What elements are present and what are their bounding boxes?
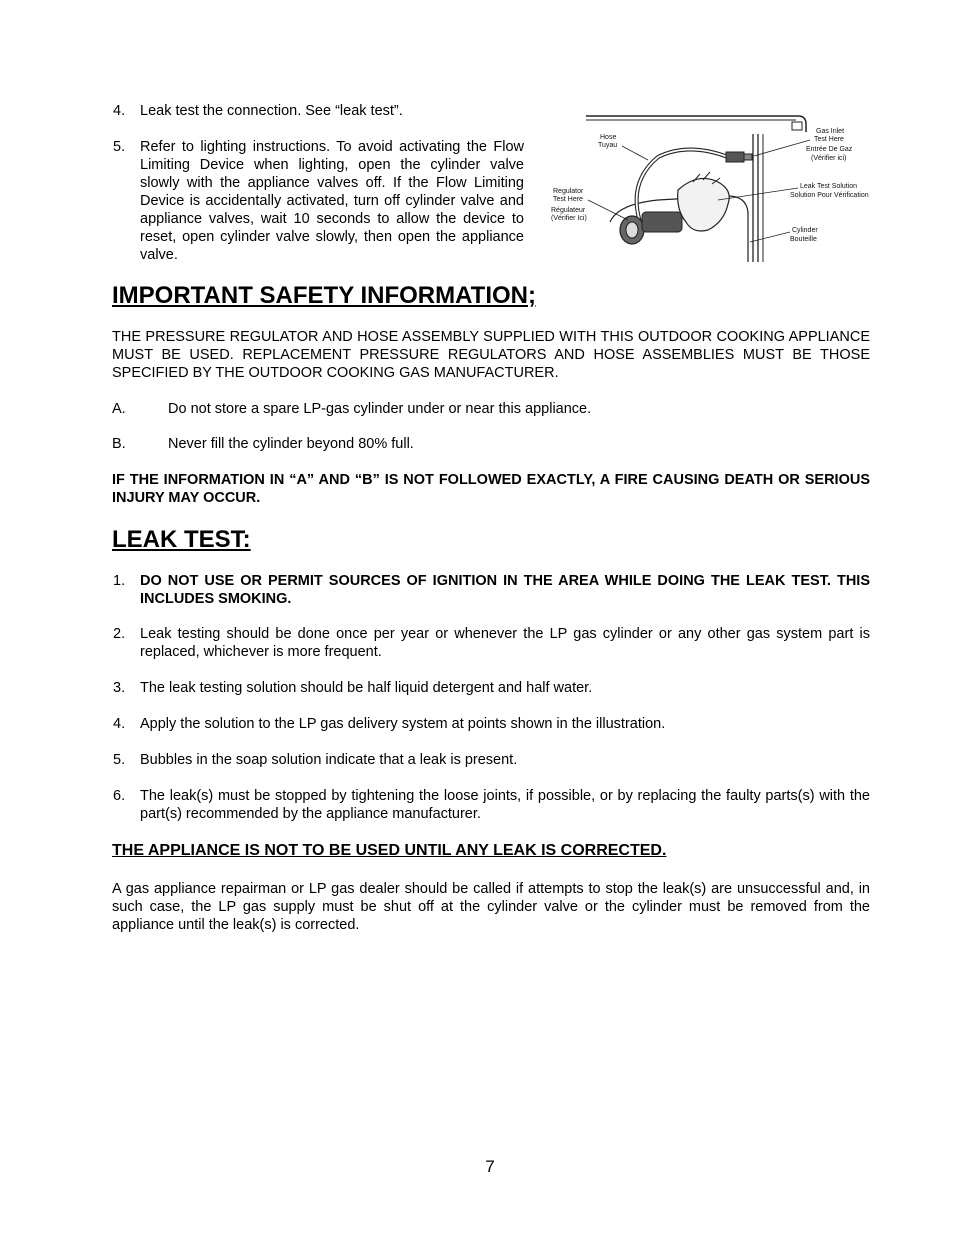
step-text: DO NOT USE OR PERMIT SOURCES OF IGNITION IN THE AREA WHILE DOING THE LEAK TEST. THIS INCLUDES SMOKING. xyxy=(140,573,870,607)
closing-paragraph: A gas appliance repairman or LP gas dealer should be called if attempts to stop the leak(s) are unsuccessful and, in such case, the LP gas supply must be shut off at the cylinder valve or the cylinder must be removed from the appliance until the leak(s) is corrected. xyxy=(112,881,870,933)
label-regulator-fr-check: (Vérifier Ici) xyxy=(551,215,587,222)
item-letter: A. xyxy=(112,401,126,417)
step-text: Apply the solution to the LP gas delivery system at points shown in the illustration. xyxy=(140,716,666,732)
label-gas-inlet-fr-check: (Vérifier ici) xyxy=(811,155,847,162)
item-letter: B. xyxy=(112,436,126,452)
step-number: 4. xyxy=(113,103,126,119)
label-cylinder: Cylinder xyxy=(792,227,818,234)
step-text: Leak test the connection. See “leak test”. xyxy=(140,103,403,119)
leak-notice: THE APPLIANCE IS NOT TO BE USED UNTIL ANY LEAK IS CORRECTED. xyxy=(112,842,667,859)
step-text: The leak testing solution should be half liquid detergent and half water. xyxy=(140,680,593,696)
step-number: 5. xyxy=(113,139,126,155)
safety-warning: IF THE INFORMATION IN “A” AND “B” IS NOT FOLLOWED EXACTLY, A FIRE CAUSING DEATH OR SERIOUS INJURY MAY OCCUR. xyxy=(112,472,870,506)
label-hose-fr: Tuyau xyxy=(598,142,618,149)
label-gas-inlet: Gas Inlet xyxy=(816,128,845,135)
label-hose: Hose xyxy=(600,134,617,141)
label-regulator-test: Test Here xyxy=(553,196,583,203)
step-text: The leak(s) must be stopped by tightening the loose joints, if possible, or by replacing the faulty parts(s) with the part(s) recommended by the appliance manufacturer. xyxy=(140,788,870,822)
step-number: 4. xyxy=(113,716,126,732)
item-text: Do not store a spare LP-gas cylinder under or near this appliance. xyxy=(168,401,592,417)
step-number: 3. xyxy=(113,680,126,696)
safety-intro: THE PRESSURE REGULATOR AND HOSE ASSEMBLY SUPPLIED WITH THIS OUTDOOR COOKING APPLIANCE MUST BE USED. REPLACEMENT PRESSURE REGULATORS AND HOSE ASSEMBLIES MUST BE THOSE SPECIFIED BY THE OUTDOOR COOKING GAS MANUFACTURER. xyxy=(112,329,870,381)
page-number: 7 xyxy=(485,1157,495,1176)
step-text: Bubbles in the soap solution indicate that a leak is present. xyxy=(140,752,518,768)
leak-test-heading: LEAK TEST: xyxy=(112,526,251,553)
safety-heading: IMPORTANT SAFETY INFORMATION; xyxy=(112,282,536,309)
label-leak-solution: Leak Test Solution xyxy=(800,183,858,190)
leak-test-illustration xyxy=(548,112,878,264)
step-number: 5. xyxy=(113,752,126,768)
item-text: Never fill the cylinder beyond 80% full. xyxy=(168,436,414,452)
step-text: Leak testing should be done once per year or whenever the LP gas cylinder or any other gas system part is replaced, whichever is more frequent. xyxy=(140,626,870,660)
label-regulator-fr: Régulateur xyxy=(551,207,586,214)
step-number: 2. xyxy=(113,626,126,642)
step-number: 6. xyxy=(113,788,126,804)
label-regulator: Regulator xyxy=(553,188,584,195)
label-leak-solution-fr: Solution Pour Vérification xyxy=(790,192,869,199)
label-cylinder-fr: Bouteille xyxy=(790,236,817,243)
label-gas-inlet-fr: Entrée De Gaz xyxy=(806,146,853,153)
step-text: Refer to lighting instructions. To avoid activating the Flow Limiting Device when lighting, open the cylinder valve slowly with the appliance valves off. If the Flow Limiting Device is accidentally activated, turn off cylinder valve and appliance valves, wait 10 seconds to allow the device to reset, open cylinder valve slowly, then open the appliance valve. xyxy=(140,139,524,263)
step-number: 1. xyxy=(113,573,126,589)
label-gas-inlet-test: Test Here xyxy=(814,136,844,143)
